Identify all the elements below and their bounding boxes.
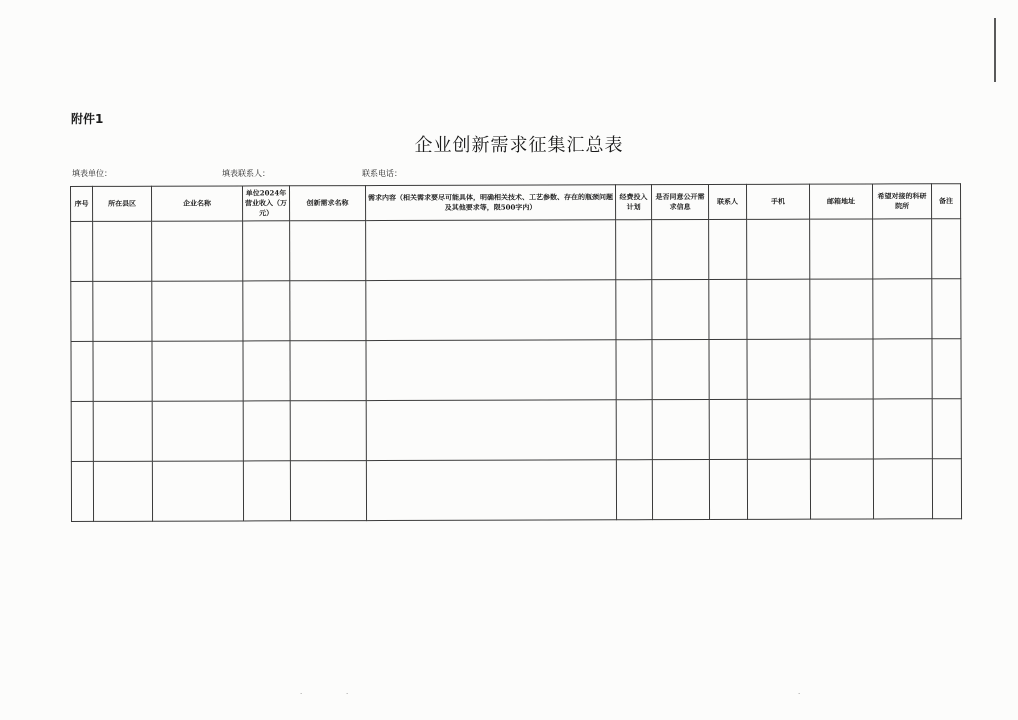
table-cell xyxy=(366,340,616,401)
column-header: 手机 xyxy=(746,184,809,219)
fill-contact-label: 填表联系人： xyxy=(222,169,270,178)
scan-edge-mark xyxy=(994,18,996,82)
table-cell xyxy=(616,340,652,400)
table-cell xyxy=(709,219,747,279)
header-row xyxy=(71,184,961,222)
attachment-label: 附件1 xyxy=(71,112,104,126)
table-cell xyxy=(93,221,152,281)
contact-phone-label: 联系电话： xyxy=(362,169,402,178)
column-header: 经费投入计划 xyxy=(615,185,651,220)
table-cell xyxy=(71,281,93,341)
table-cell xyxy=(652,219,709,279)
table-cell xyxy=(71,401,93,461)
column-header: 所在县区 xyxy=(93,186,152,221)
table-cell xyxy=(652,459,709,519)
table-cell xyxy=(616,280,652,340)
column-header: 备注 xyxy=(931,184,960,219)
table-cell xyxy=(873,399,932,459)
table-cell xyxy=(810,399,873,459)
table-cell xyxy=(932,459,961,519)
table-cell xyxy=(290,401,366,461)
table-row xyxy=(71,339,961,402)
table-cell xyxy=(152,401,243,461)
table-body xyxy=(71,219,962,522)
table-cell xyxy=(290,461,366,521)
summary-table xyxy=(70,183,962,522)
table-cell xyxy=(71,221,93,281)
column-header: 企业名称 xyxy=(152,186,243,221)
table-cell xyxy=(290,281,366,341)
table-cell xyxy=(290,221,366,281)
table-row xyxy=(71,399,961,462)
table-cell xyxy=(932,219,961,279)
table-cell xyxy=(932,279,961,339)
table-cell xyxy=(93,341,152,401)
column-header: 联系人 xyxy=(708,184,746,219)
table-cell xyxy=(873,279,932,339)
table-cell xyxy=(652,279,709,339)
table-cell xyxy=(243,461,290,521)
table-cell xyxy=(932,339,961,399)
table-cell xyxy=(152,221,243,281)
form-title: 企业创新需求征集汇总表 xyxy=(414,135,624,156)
table-cell xyxy=(366,280,616,341)
table-cell xyxy=(652,339,709,399)
table-cell xyxy=(152,281,243,341)
column-header: 序号 xyxy=(71,186,93,221)
table-cell xyxy=(810,459,873,519)
table-cell xyxy=(152,341,243,401)
table-cell xyxy=(366,220,616,281)
table-cell xyxy=(616,220,652,280)
table-cell xyxy=(747,219,810,279)
table-row xyxy=(71,279,961,342)
table-cell xyxy=(810,339,873,399)
column-header: 单位2024年营业收入（万元） xyxy=(243,186,290,221)
table-cell xyxy=(616,400,652,460)
table-cell xyxy=(709,339,747,399)
table-row xyxy=(71,219,961,282)
table-cell xyxy=(93,461,152,521)
scan-speck: · xyxy=(798,690,801,698)
table-cell xyxy=(366,460,616,521)
table-cell xyxy=(709,399,747,459)
column-header: 需求内容（相关需求要尽可能具体，明确相关技术、工艺参数、存在的瓶颈问题及其他要求等，限500字内） xyxy=(366,185,616,221)
table-cell xyxy=(243,281,290,341)
table-cell xyxy=(71,341,93,401)
table-cell xyxy=(243,341,290,401)
table-cell xyxy=(652,399,709,459)
scan-speck: · xyxy=(300,690,303,698)
table-cell xyxy=(152,461,243,521)
table-cell xyxy=(709,459,747,519)
table-cell xyxy=(93,281,152,341)
table-cell xyxy=(243,401,290,461)
table-cell xyxy=(810,219,873,279)
table-cell xyxy=(747,339,810,399)
table-cell xyxy=(290,341,366,401)
table-cell xyxy=(93,401,152,461)
table-cell xyxy=(616,460,652,520)
table-cell xyxy=(932,399,961,459)
table-cell xyxy=(747,399,810,459)
fill-unit-label: 填表单位： xyxy=(72,169,112,178)
table-cell xyxy=(873,339,932,399)
column-header: 希望对接的科研院所 xyxy=(872,184,931,219)
scan-speck: · xyxy=(346,690,349,698)
table-cell xyxy=(71,461,93,521)
column-header: 邮箱地址 xyxy=(809,184,872,219)
column-header: 是否同意公开需求信息 xyxy=(651,184,708,219)
table-cell xyxy=(366,400,616,461)
table-cell xyxy=(873,459,932,519)
table-row xyxy=(71,459,961,522)
table-cell xyxy=(747,279,810,339)
table-cell xyxy=(810,279,873,339)
table-cell xyxy=(873,219,932,279)
table-cell xyxy=(747,459,810,519)
column-header: 创新需求名称 xyxy=(290,186,366,221)
table-cell xyxy=(243,221,290,281)
table-cell xyxy=(709,279,747,339)
